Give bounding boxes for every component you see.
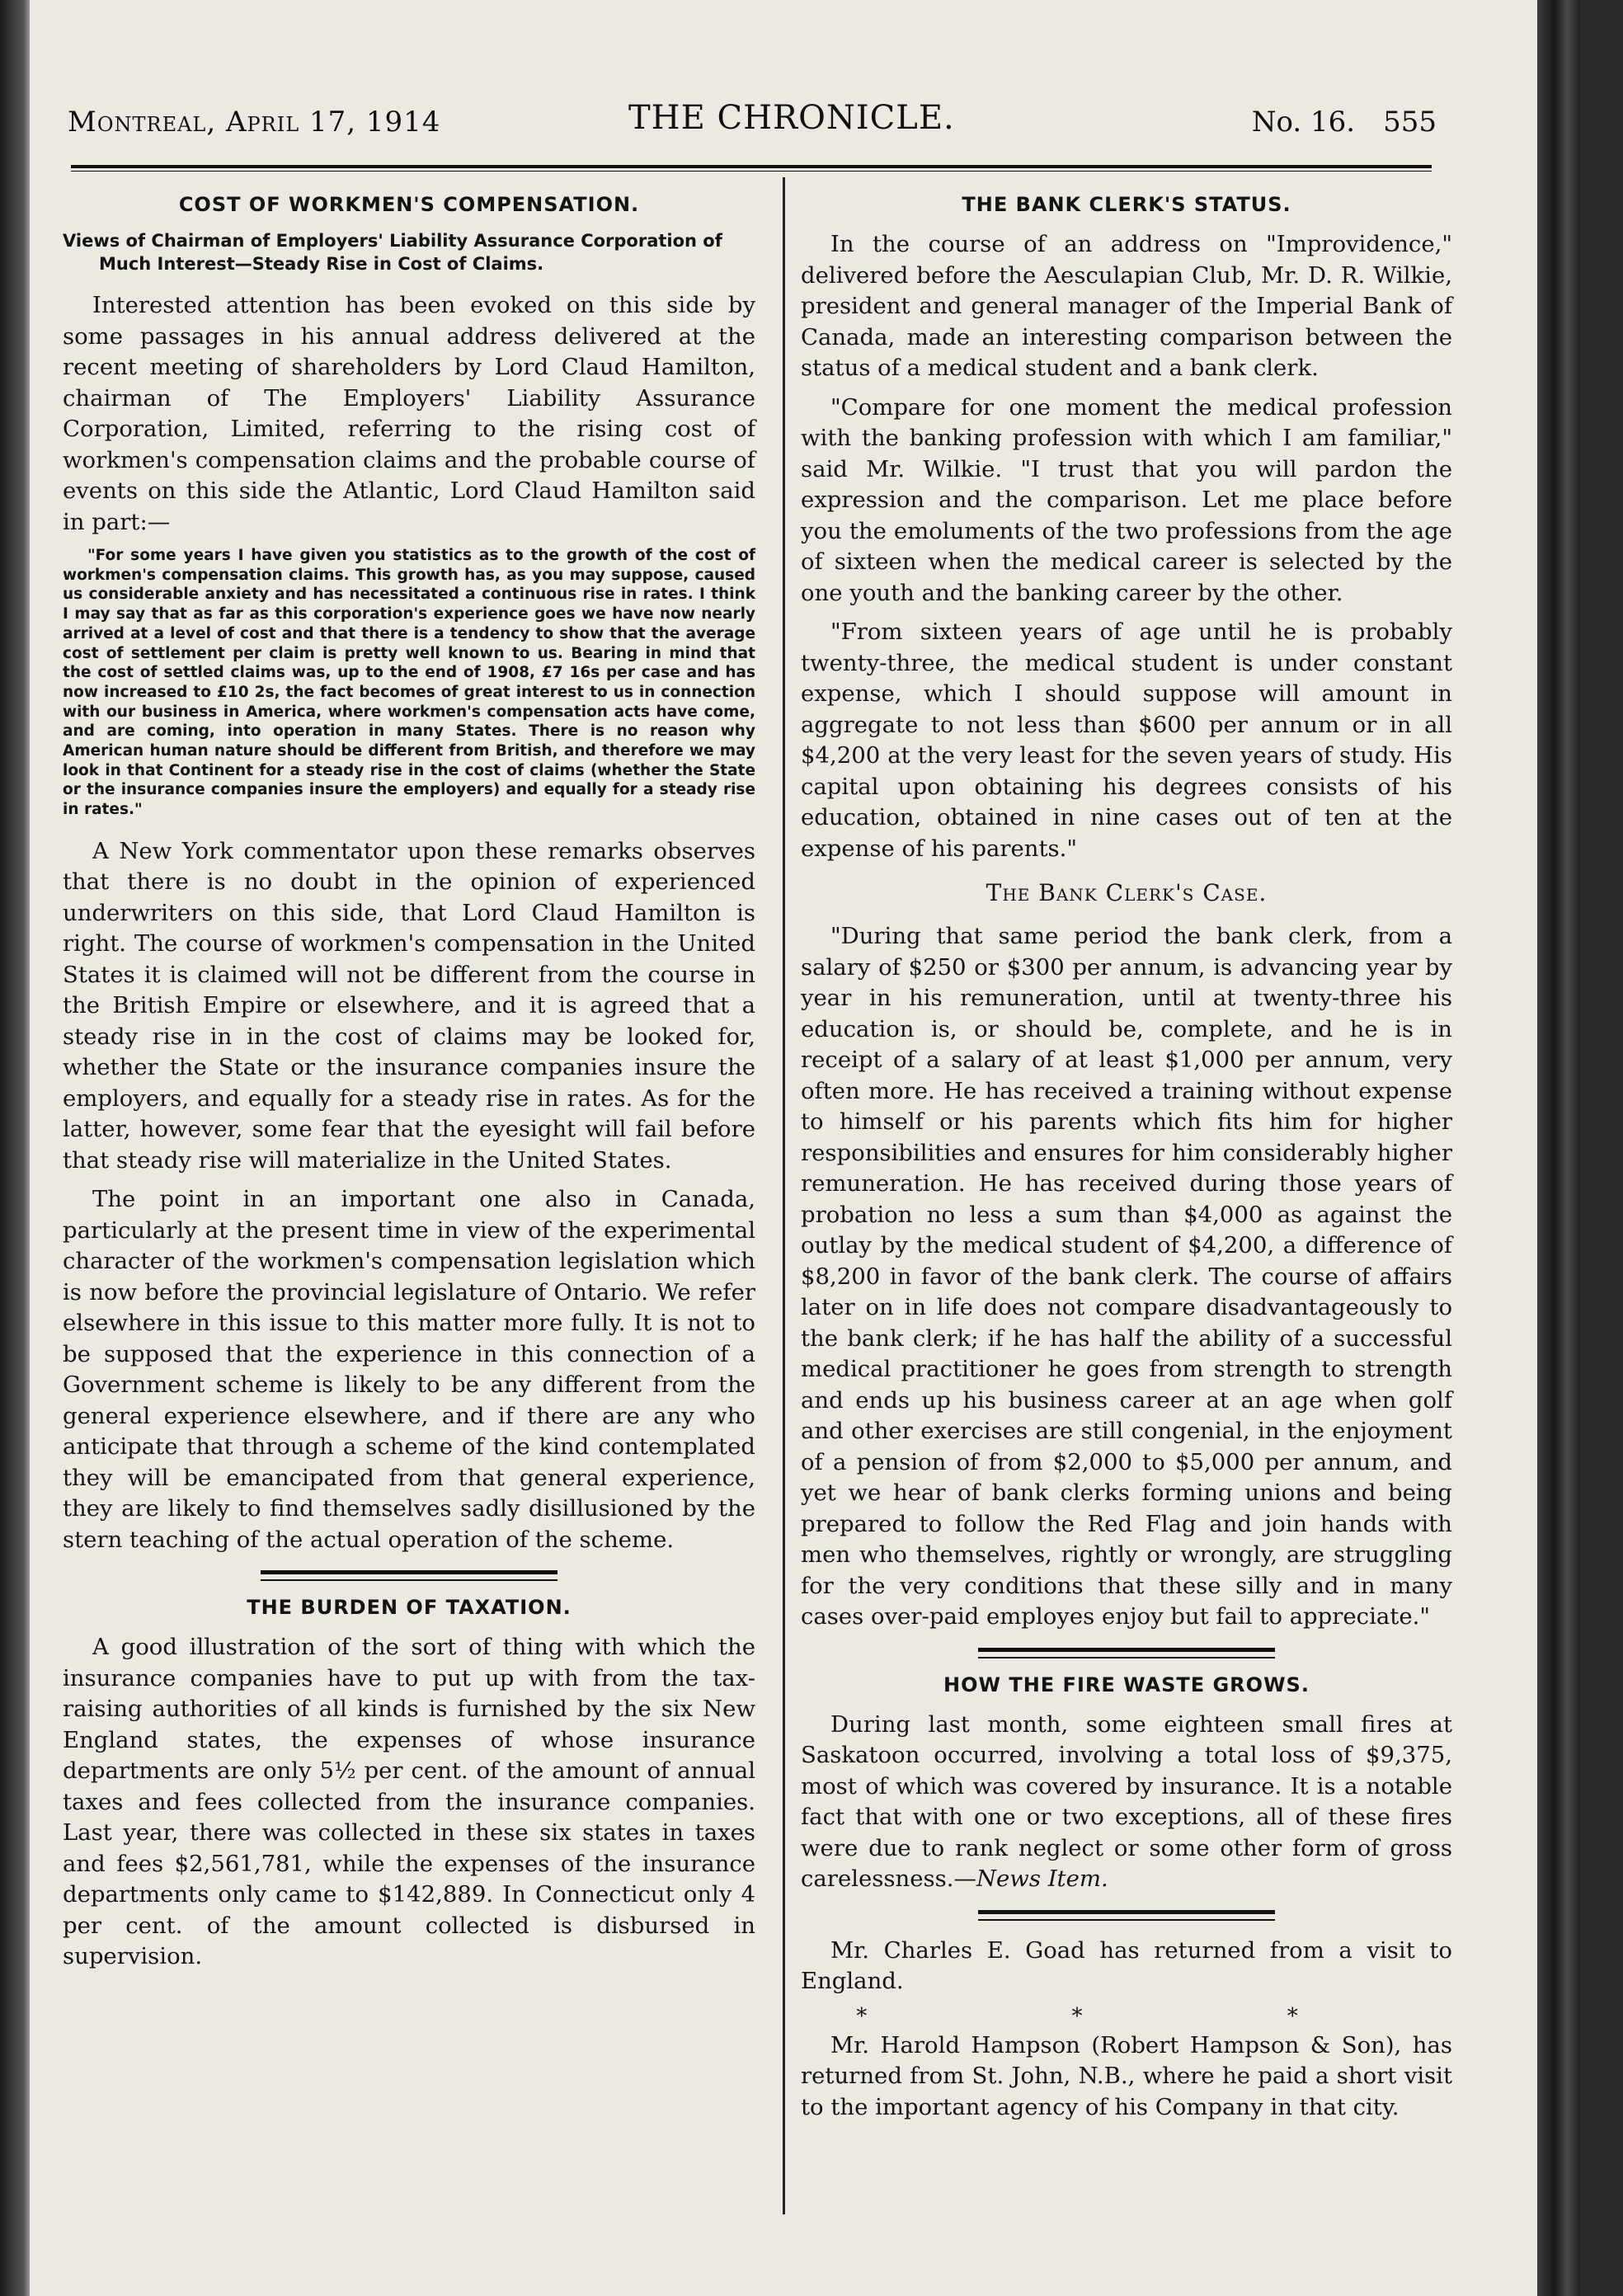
section-separator — [261, 1570, 557, 1581]
newspaper-page — [30, 0, 1580, 2296]
section-subhead: The Bank Clerk's Case. — [986, 879, 1268, 906]
paragraph: In the course of an address on "Improvidence," delivered before the Aesculapian Club, Mr. D. R. Wilkie, president and general manager of the Imperial Bank of Canada, made an interesting comparison between the status of a medical student and a bank clerk. — [801, 231, 1452, 381]
section-separator — [978, 1648, 1275, 1658]
article-title-workmens-compensation: COST OF WORKMEN'S COMPENSATION. — [178, 193, 640, 216]
news-item-text: During last month, some eighteen small fires at Saskatoon occurred, involving a total loss of $9,375, most of which was covered by insurance. It is a notable fact that with one or two exceptions, all of these fires were due to rank neglect or some other form of gross carelessness.— — [801, 1710, 1452, 1892]
issue-number: No. 16. — [1251, 106, 1356, 139]
right-column — [801, 188, 1452, 2131]
issue-and-page — [1252, 106, 1437, 139]
book-binding-edge — [1537, 0, 1580, 2296]
news-item-source: News Item. — [976, 1866, 1108, 1892]
personal-item: Mr. Charles E. Goad has returned from a visit to England. — [801, 1936, 1452, 1994]
article-title-bank-clerks-status: THE BANK CLERK'S STATUS. — [962, 193, 1291, 216]
running-header — [68, 99, 1437, 148]
paragraph: A good illustration of the sort of thing with which the insurance companies have to put up with from the tax-raising authorities of all kinds is furnished by the six New England states, the expenses of whose insurance departments are only 5½ per cent. of the amount of annual taxes and fees collected from the insurance companies. Last year, there was collected in these six states in taxes and fees $2,561,781, while the expenses of the insurance departments only came to $142,889. In Connecticut only 4 per cent. of the amount collected is disbursed in supervision. — [63, 1634, 755, 1970]
paragraph — [801, 1710, 1452, 1895]
asterism: * * * — [856, 2003, 1397, 2029]
page-number: 555 — [1383, 106, 1437, 139]
paragraph: A New York commentator upon these remarks observes that there is no doubt in the opinion of experienced underwriters on this side, that Lord Claud Hamilton is right. The course of workmen's compensation in the United States it is claimed will not be different from the course in the British Empire or elsewhere, and it is agreed that a steady rise in in the cost of claims may be looked for, whether the State or the insurance companies insure the employers, and equally for a steady rise in rates. As for the latter, however, some fear that the eyesight will fail before that steady rise will materialize in the United States. — [63, 837, 755, 1174]
paragraph: The point in an important one also in Canada, particularly at the present time in view of the experimental character of the workmen's compensation legislation which is now before the provincial legislature of Ontario. We refer elsewhere in this issue to this matter more fully. It is not to be supposed that the experience in this connection of a Government scheme is likely to be any different from the general experience elsewhere, and if there are any who anticipate that through a scheme of the kind contemplated they will be emancipated from that general experience, they are likely to find themselves sadly disillusioned by the stern teaching of the actual operation of the scheme. — [63, 1186, 755, 1553]
dateline: Montreal, April 17, 1914 — [68, 106, 441, 139]
section-separator — [978, 1910, 1275, 1921]
left-column — [63, 188, 755, 1981]
column-divider — [783, 177, 785, 2214]
personal-item: Mr. Harold Hampson (Robert Hampson & Son), has returned from St. John, N.B., where he paid a short visit to the important agency of his Company in that city. — [801, 2031, 1452, 2120]
article-subtitle: Views of Chairman of Employers' Liability Assurance Corporation of Much Interest—Steady Rise in Cost of Claims. — [63, 231, 722, 274]
article-title-burden-of-taxation: THE BURDEN OF TAXATION. — [247, 1596, 572, 1620]
paragraph: "During that same period the bank clerk, from a salary of $250 or $300 per annum, is advancing year by year in his remuneration, until at twenty-three his education is, or should be, complete, and he is in receipt of a salary of at least $1,000 per annum, very often more. He has received a training without expense to himself or his parents which fits him for higher responsibilities and ensures for him considerably higher remuneration. He has received during those years of probation no less a sum than $4,000 as against the outlay by the medical student of $4,200, a difference of $8,200 in favor of the bank clerk. The course of affairs later on in life does not compare disadvantageously to the bank clerk; if he has half the ability of a successful medical practitioner he goes from strength to strength and ends up his business career at an age when golf and other exercises are still congenial, in the enjoyment of a pension of from $2,000 to $5,000 per annum, and yet we hear of bank clerks forming unions and being prepared to follow the Red Flag and join hands with men who themselves, rightly or wrongly, are struggling for the very conditions that these silly and in many cases over-paid employes enjoy but fail to appreciate." — [801, 923, 1452, 1630]
header-rule — [71, 165, 1432, 172]
paragraph: "Compare for one moment the medical profession with the banking profession with which I am familiar," said Mr. Wilkie. "I trust that you will pardon the expression and the comparison. Let me place before you the emoluments of the two professions from the age of sixteen when the medical career is selected by the one youth and the banking career by the other. — [801, 393, 1452, 606]
page-left-edge — [0, 0, 30, 2296]
paragraph: Interested attention has been evoked on this side by some passages in his annual address delivered at the recent meeting of shareholders by Lord Claud Hamilton, chairman of The Employers' Liability Assurance Corporation, Limited, referring to the rising cost of workmen's compensation claims and the probable course of events on this side the Atlantic, Lord Claud Hamilton said in part:— — [63, 292, 755, 535]
publication-title: THE CHRONICLE. — [628, 99, 955, 137]
article-title-fire-waste: HOW THE FIRE WASTE GROWS. — [943, 1673, 1310, 1696]
quoted-address: "For some years I have given you statistics as to the growth of the cost of workmen's compensation claims. This growth has, as you may suppose, caused us considerable anxiety and has necessitated a continuous rise in rates. I think I may say that as far as this corporation's experience goes we have now nearly arrived at a level of cost and that there is a tendency to show that the average cost of settlement per claim is pretty well known to us. Bearing in mind that the cost of settled claims was, up to the end of 1908, £7 16s per case and has now increased to £10 2s, the fact becomes of great interest to us in connection with our business in America, where workmen's compensation acts have come, and are coming, into operation in many States. There is no reason why American human nature should be different from British, and therefore we may look in that Continent for a steady rise in the cost of claims (whether the State or the insurance companies insure the employers) and equally for a steady rise in rates." — [63, 547, 755, 819]
paragraph: "From sixteen years of age until he is probably twenty-three, the medical student is under constant expense, which I should suppose will amount in aggregate to not less than $600 per annum or in all $4,200 at the very least for the seven years of study. His capital upon obtaining his degrees consists of his education, obtained in nine cases out of ten at the expense of his parents." — [801, 619, 1452, 862]
